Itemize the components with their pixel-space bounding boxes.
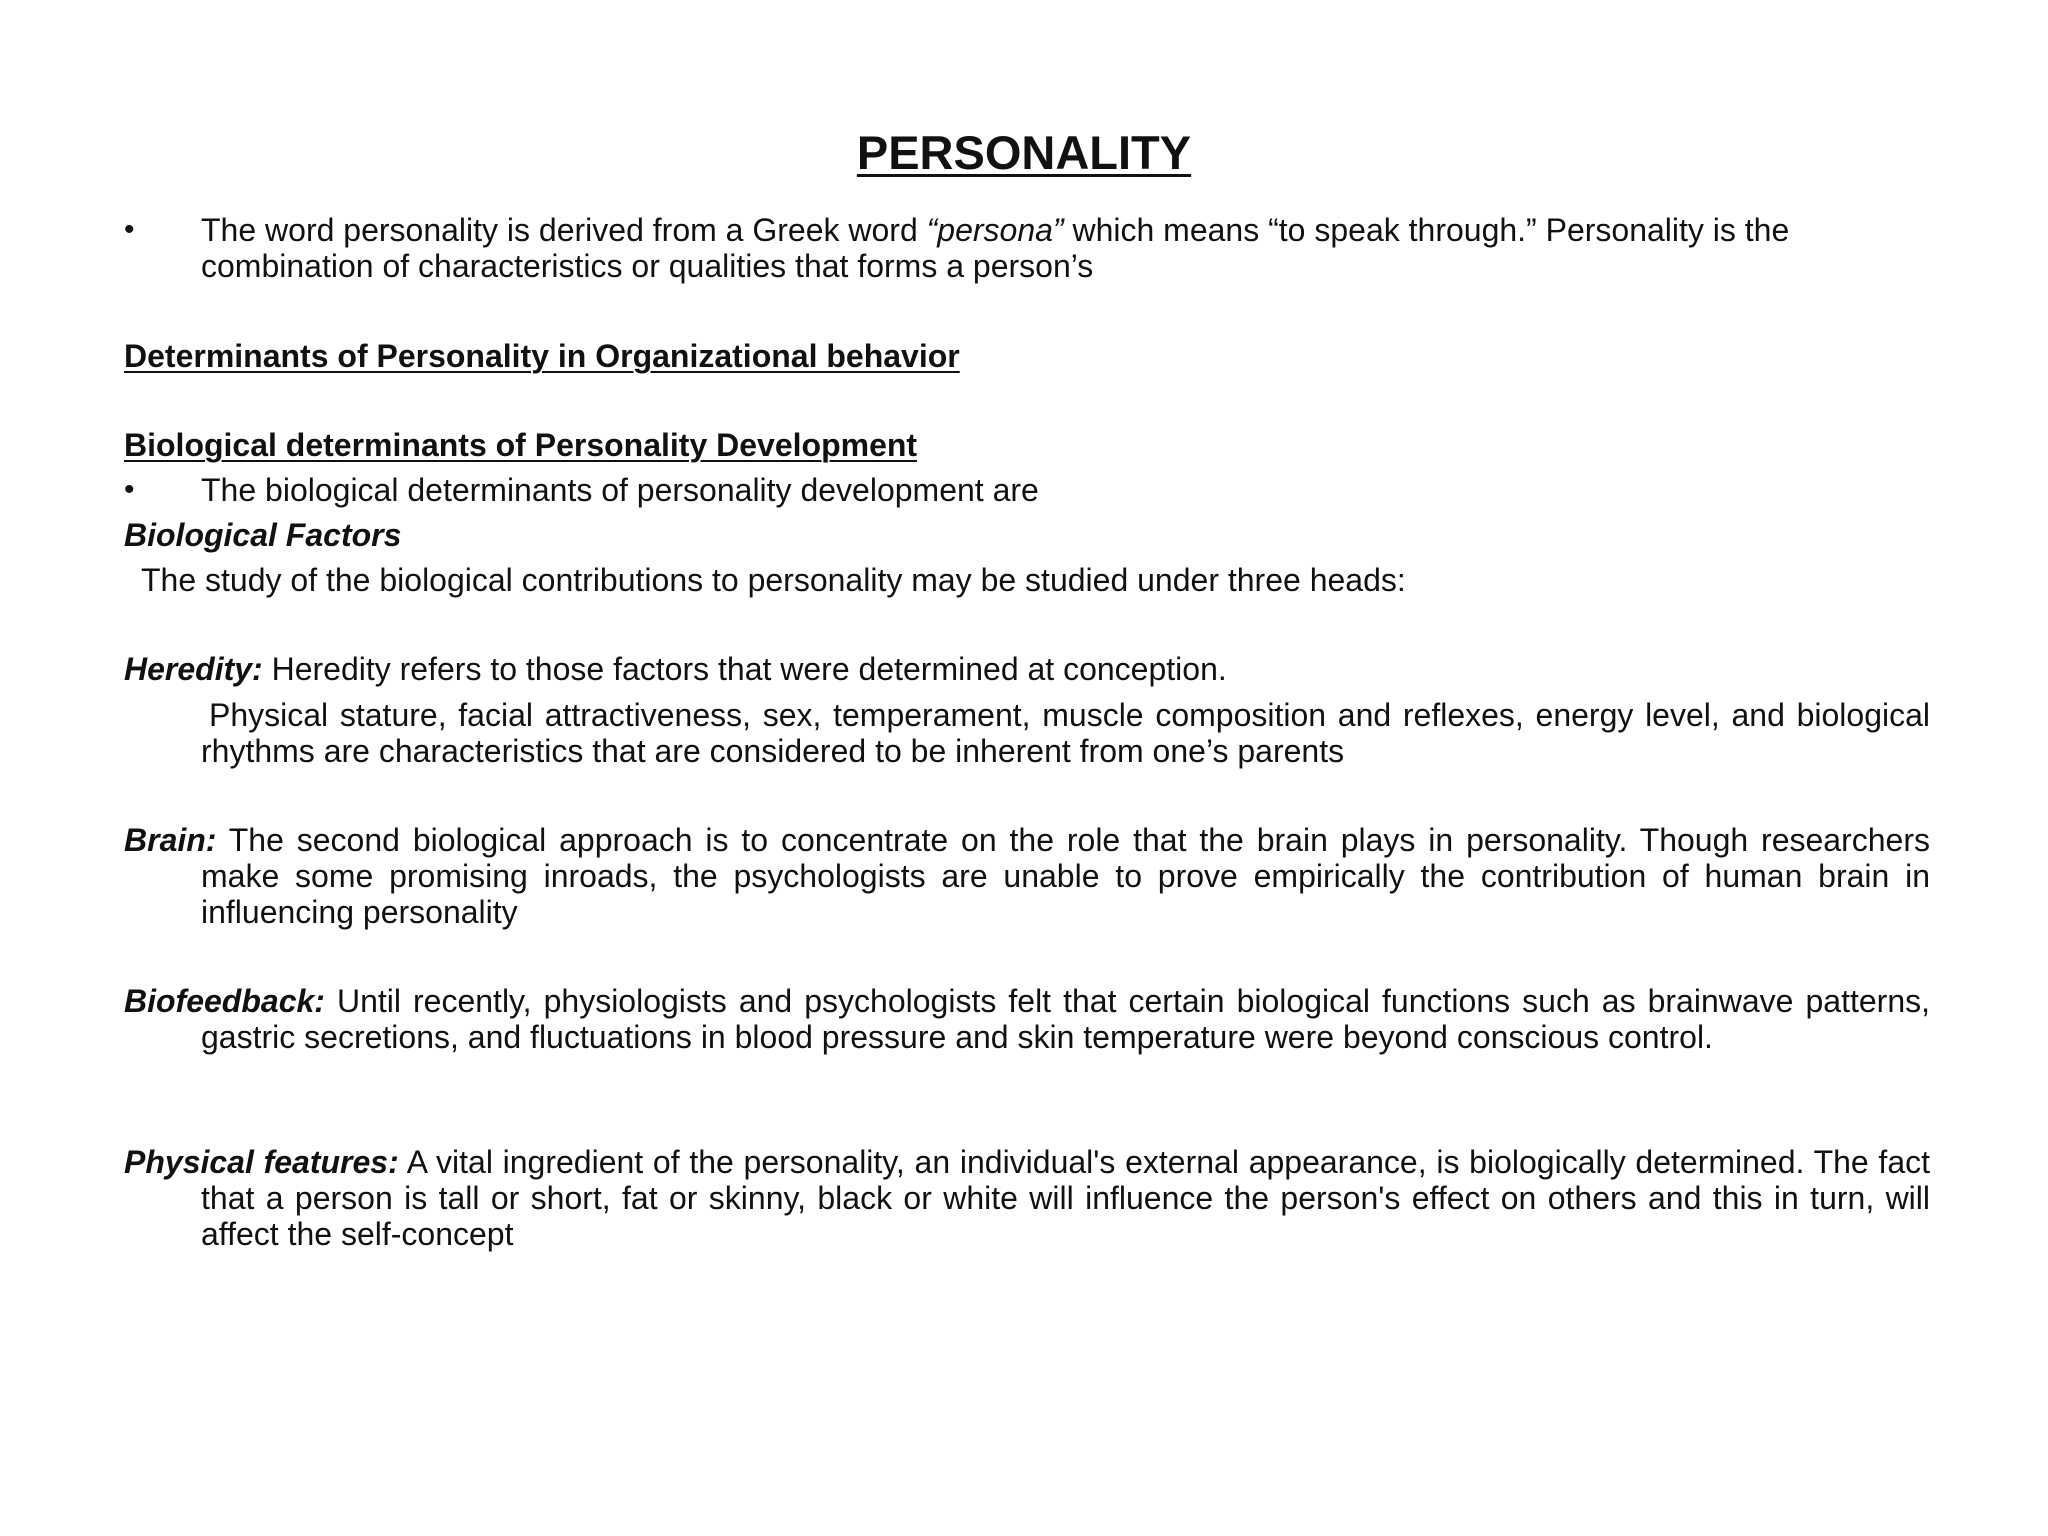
biofeedback-text: Until recently, physiologists and psychologists felt that certain biological functions such as brainwave patterns, gastric secretions, and fluctuations in blood pressure and skin temperature were beyond conscious control. [201,983,1930,1055]
heading-biological-determinants: Biological determinants of Personality Development [124,427,918,463]
biofeedback-term: Biofeedback: [124,983,325,1019]
heredity-term: Heredity: [124,651,263,687]
biofeedback-paragraph [124,983,1930,1055]
bio-bullet-text: The biological determinants of personality development are [201,472,1039,508]
heredity-line [124,651,1227,687]
intro-text-part2: which means “to speak through.” Personality is the combination of characteristics or qualities that forms a person’s [201,212,1790,284]
bullet-icon: • [124,473,135,506]
physical-features-term: Physical features: [124,1144,399,1180]
heading-determinants: Determinants of Personality in Organizational behavior [124,338,960,374]
bullet-icon: • [124,213,135,246]
brain-text: The second biological approach is to concentrate on the role that the brain plays in personality. Though researchers make some promising inroads, the psychologists are unable to prove empirically the contribution of human brain in influencing personality [201,822,1930,930]
physical-features-text: A vital ingredient of the personality, an individual's external appearance, is biologically determined. The fact that a person is tall or short, fat or skinny, black or white will influence the person's effect on others and this in turn, will affect the self-concept [201,1144,1931,1252]
brain-paragraph [124,822,1930,930]
intro-text-part1: The word personality is derived from a Greek word [201,212,927,248]
physical-features-paragraph [124,1144,1930,1252]
brain-term: Brain: [124,822,217,858]
intro-bullet-item [124,212,1924,288]
heredity-detail: Physical stature, facial attractiveness, sex, temperament, muscle composition and reflexes, energy level, and biological rhythms are characteristics that are considered to be inherent from one’s parents [201,697,1930,769]
slide-title: PERSONALITY [856,126,1192,179]
study-line: The study of the biological contributions to personality may be studied under three heads: [141,562,1406,598]
heredity-text: Heredity refers to those factors that were determined at conception. [262,651,1227,687]
intro-text [201,212,1921,284]
subhead-biological-factors: Biological Factors [124,517,402,553]
intro-text-persona: “persona” [926,212,1064,248]
bio-bullet-item [124,472,1924,508]
